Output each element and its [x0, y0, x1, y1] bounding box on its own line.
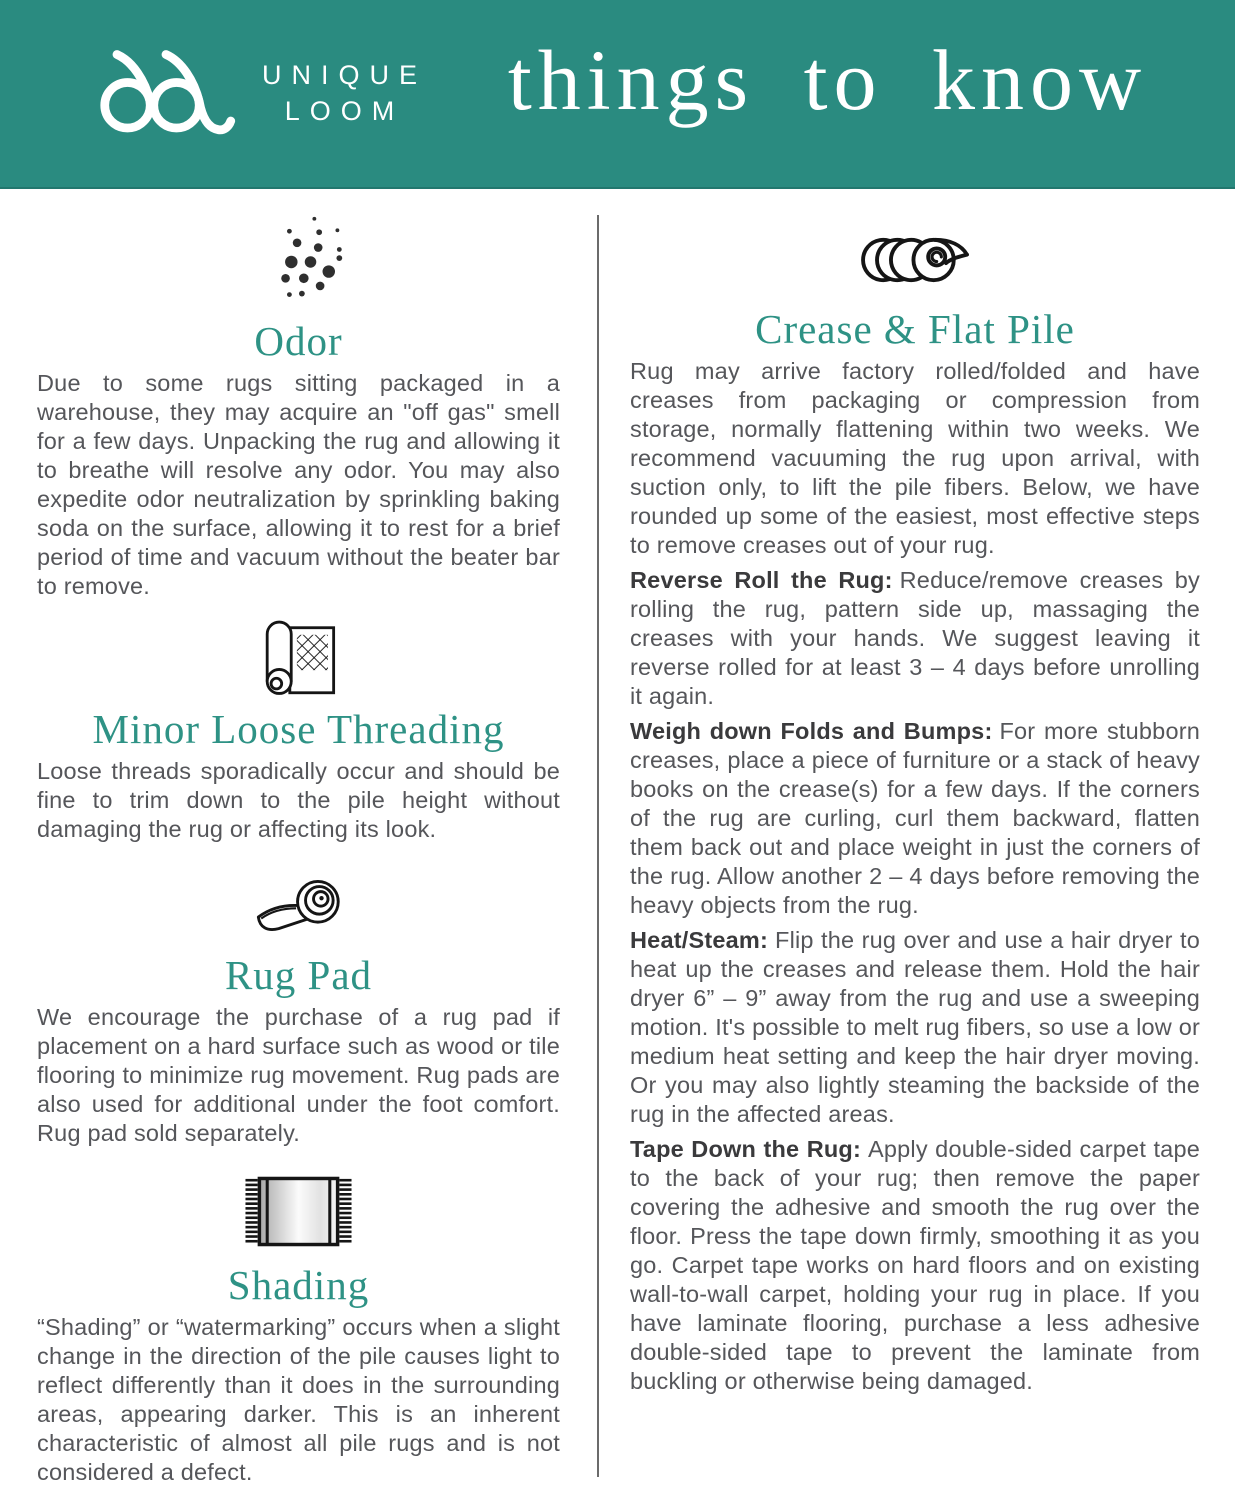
- section-shading: [37, 1148, 560, 1487]
- tip-tape-down: [630, 1135, 1200, 1396]
- section-body-threading: Loose threads sporadically occur and should be fine to trim down to the pile height without damaging the rug or affecting its look.: [37, 758, 560, 843]
- tip-reverse-roll-text: Reduce/remove creases by rolling the rug, pattern side up, massaging the creases with your hands. We suggest leaving it reverse rolled for at least 3 – 4 days before unrolling it again.: [630, 567, 1200, 710]
- section-odor: [37, 187, 560, 601]
- section-body-rug-pad: We encourage the purchase of a rug pad if placement on a hard surface such as wood or tile flooring to minimize rug movement. Rug pads are also used for additional under the foot comfort. Rug pad sold separately.: [37, 1004, 560, 1147]
- tip-weigh-down: [630, 717, 1200, 920]
- section-heading-odor: Odor: [254, 318, 343, 364]
- tip-heat-steam-text: Flip the rug over and use a hair dryer to heat up the creases and release them. Hold the hair dryer 6” – 9” away from the rug and use a sweeping motion. It's possible to melt rug fibers, so use a low or medium heat setting and keep the hair dryer moving. Or you may also lightly steaming the backside of the rug in the affected areas.: [630, 927, 1200, 1128]
- brand-name-line1: UNIQUE: [262, 59, 428, 90]
- page-title: things to know: [507, 32, 1148, 128]
- brand-wordmark: [262, 57, 427, 130]
- column-divider: [597, 215, 599, 1477]
- tip-tape-down-label: Tape Down the Rug:: [630, 1136, 861, 1163]
- tip-weigh-down-label: Weigh down Folds and Bumps:: [630, 718, 993, 745]
- tip-heat-steam-label: Heat/Steam:: [630, 927, 769, 954]
- section-body-shading: “Shading” or “watermarking” occurs when a slight change in the direction of the pile causes light to reflect differently than it does in the surrounding areas, appearing darker. This is an inherent characteristic of almost all pile rugs and is not considered a defect.: [37, 1314, 560, 1486]
- right-column: [630, 187, 1200, 1396]
- odor-dots-icon: [251, 211, 347, 316]
- tip-reverse-roll: [630, 566, 1200, 711]
- rolled-rug-threading-icon: [260, 615, 338, 702]
- brand-logo: [96, 46, 427, 140]
- tip-weigh-down-text: For more stubborn creases, place a piece of furniture or a stack of heavy books on the crease(s) for a few days. If the corners of the rug are curling, curl them backward, flatten them back out and place weight in just the corners of the rug. Allow another 2 – 4 days before removing the heavy objects from the rug.: [630, 718, 1201, 919]
- brand-name-line2: LOOM: [284, 96, 405, 126]
- rolled-rug-crease-icon: [854, 229, 976, 296]
- tip-reverse-roll-label: Reverse Roll the Rug:: [630, 567, 893, 594]
- unique-loom-logo-icon: [96, 46, 236, 140]
- section-body-odor: Due to some rugs sitting packaged in a warehouse, they may acquire an "off gas" smell for a few days. Unpacking the rug and allowing it to breathe will resolve any odor. You may also expedite odor neutralization by sprinkling baking soda on the surface, allowing it to rest for a brief period of time and vacuum without the beater bar to remove.: [37, 370, 560, 600]
- section-heading-crease: Crease & Flat Pile: [755, 306, 1075, 352]
- section-crease: [630, 187, 1200, 560]
- section-rug-pad: [37, 844, 560, 1148]
- section-threading: [37, 601, 560, 844]
- header-band: [0, 0, 1235, 189]
- shaded-rug-icon: [242, 1174, 355, 1254]
- section-heading-shading: Shading: [227, 1262, 370, 1309]
- tip-heat-steam: [630, 926, 1200, 1129]
- left-column: [37, 187, 560, 1487]
- section-heading-threading: Minor Loose Threading: [92, 706, 505, 753]
- section-body-crease: Rug may arrive factory rolled/folded and have creases from packaging or compression from storage, normally flattening within two weeks. We recommend vacuuming the rug upon arrival, with suction only, to lift the pile fibers. Below, we have rounded up some of the easiest, most effective steps to remove creases out of your rug.: [630, 358, 1200, 559]
- section-heading-rug-pad: Rug Pad: [224, 952, 373, 999]
- rug-pad-roll-icon: [251, 872, 347, 946]
- tip-tape-down-text: Apply double-sided carpet tape to the back of your rug; then remove the paper covering the adhesive and smooth the rug over the floor. Press the tape down firmly, smoothing it as you go. Carpet tape works on hard floors and on existing wall-to-wall carpet, holding your rug in place. If you have laminate flooring, purchase a less adhesive double-sided tape to prevent the laminate from buckling or otherwise being damaged.: [630, 1136, 1200, 1395]
